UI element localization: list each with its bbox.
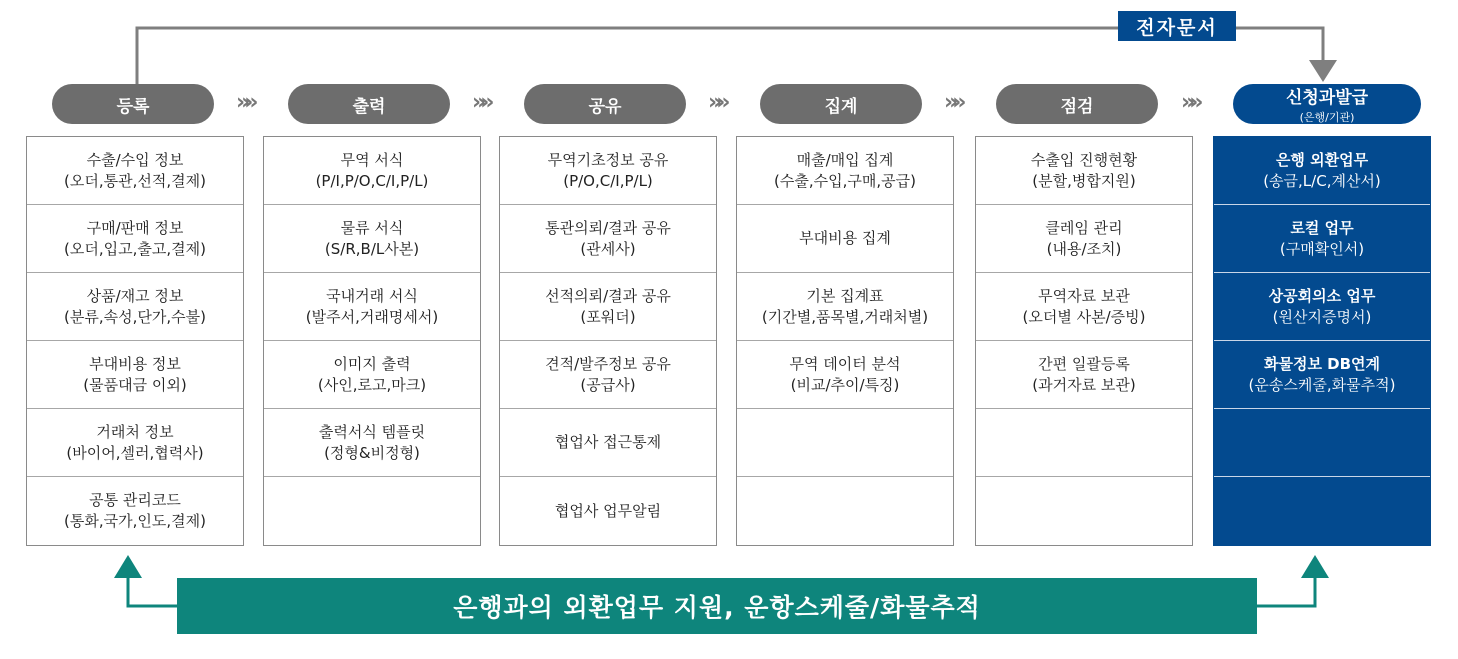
cell-detail: (통화,국가,인도,결제) <box>64 512 206 530</box>
table-cell <box>976 341 1192 409</box>
cell-detail: (분할,병합지원) <box>1032 171 1136 190</box>
table-cell <box>976 205 1192 273</box>
table-cell <box>264 409 480 477</box>
table-cell <box>737 409 953 477</box>
table-cell <box>500 273 716 341</box>
table-cell <box>737 341 953 409</box>
table-cell <box>264 137 480 205</box>
table-cell <box>500 341 716 409</box>
table-cell <box>27 409 243 477</box>
stage-title: 등록 <box>116 96 150 117</box>
stage-subtitle: (은행/기관) <box>1299 111 1355 124</box>
stage-pill-aggregate <box>760 84 922 124</box>
cell-detail: (수출,수입,구매,공급) <box>774 171 916 190</box>
cell-detail: (S/R,B/L사본) <box>324 239 420 258</box>
cell-title: 이미지 출력 <box>333 354 411 373</box>
table-cell <box>500 137 716 205</box>
cell-title: 출력서식 템플릿 <box>318 422 426 441</box>
cell-detail: (공급사) <box>580 375 636 394</box>
table-cell <box>737 273 953 341</box>
table-cell <box>500 477 716 545</box>
table-cell <box>27 477 243 545</box>
stage-title: 집계 <box>824 96 858 117</box>
cell-title: 물류 서식 <box>340 218 404 237</box>
cell-title: 화물정보 DB연계 <box>1263 354 1381 373</box>
table-cell <box>737 205 953 273</box>
cell-detail: (물품대금 이외) <box>83 375 187 394</box>
share-column <box>499 136 717 546</box>
cell-title: 기본 집계표 <box>806 286 884 305</box>
table-cell <box>500 409 716 477</box>
cell-detail: (비교/추이/특징) <box>790 375 900 394</box>
cell-title: 무역 서식 <box>340 150 404 169</box>
cell-title: 로컬 업무 <box>1290 218 1354 237</box>
stage-pill-apply-issue <box>1233 84 1421 124</box>
cell-title: 은행 외환업무 <box>1275 150 1369 169</box>
cell-title: 무역자료 보관 <box>1038 286 1130 305</box>
table-cell <box>976 477 1192 545</box>
table-cell <box>737 477 953 545</box>
table-cell <box>1214 409 1430 477</box>
cell-detail: (발주서,거래명세서) <box>305 307 439 326</box>
stage-pill-share <box>524 84 686 124</box>
cell-title: 국내거래 서식 <box>326 286 418 305</box>
table-cell <box>1214 341 1430 409</box>
stage-pill-check <box>996 84 1158 124</box>
bottom-right-connector <box>1257 576 1315 606</box>
table-cell <box>1214 205 1430 273</box>
chevron-right-icon: »» <box>1181 90 1198 115</box>
cell-detail: (송금,L/C,계산서) <box>1263 171 1381 190</box>
table-cell <box>264 205 480 273</box>
chevron-right-icon: »» <box>472 90 489 115</box>
stage-title: 점검 <box>1060 96 1094 117</box>
register-column <box>26 136 244 546</box>
bottom-right-arrowhead <box>1301 555 1329 578</box>
cell-title: 협업사 접근통제 <box>554 433 662 451</box>
cell-title: 통관의뢰/결과 공유 <box>545 218 671 237</box>
table-cell <box>1214 137 1430 205</box>
table-cell <box>27 205 243 273</box>
stage-title: 공유 <box>588 96 622 117</box>
table-cell <box>27 137 243 205</box>
cell-detail: (운송스케줄,화물추적) <box>1248 375 1396 394</box>
cell-detail: (P/I,P/O,C/I,P/L) <box>315 171 429 190</box>
cell-detail: (정형&비정형) <box>324 443 420 462</box>
table-cell <box>1214 477 1430 545</box>
bottom-banner: 은행과의 외환업무 지원, 운항스케줄/화물추적 <box>177 578 1257 634</box>
check-column <box>975 136 1193 546</box>
stage-pill-output <box>288 84 450 124</box>
cell-detail: (기간별,품목별,거래처별) <box>761 307 929 326</box>
cell-detail: (포워더) <box>580 307 636 326</box>
cell-detail: (내용/조치) <box>1046 239 1122 258</box>
output-column <box>263 136 481 546</box>
table-cell <box>264 477 480 545</box>
table-cell <box>737 137 953 205</box>
chevron-right-icon: »» <box>944 90 961 115</box>
cell-title: 매출/매입 집계 <box>796 150 894 169</box>
cell-detail: (오더별 사본/증빙) <box>1022 307 1146 326</box>
cell-title: 거래처 정보 <box>96 422 174 441</box>
chevron-right-icon: »» <box>708 90 725 115</box>
stage-pill-register <box>52 84 214 124</box>
cell-detail: (P/O,C/I,P/L) <box>563 171 653 190</box>
cell-title: 상공회의소 업무 <box>1268 286 1376 305</box>
cell-detail: (원산지증명서) <box>1272 307 1372 326</box>
chevron-right-icon: »» <box>236 90 253 115</box>
stage-title: 출력 <box>352 96 386 117</box>
stage-title: 신청과발급 <box>1285 88 1369 108</box>
apply-issue-column <box>1213 136 1431 546</box>
cell-title: 선적의뢰/결과 공유 <box>545 286 671 305</box>
table-cell <box>1214 273 1430 341</box>
bottom-left-connector <box>128 576 177 606</box>
e-document-label: 전자문서 <box>1118 11 1236 41</box>
cell-title: 무역기초정보 공유 <box>547 150 669 169</box>
top-arrowhead <box>1309 60 1337 82</box>
table-cell <box>264 273 480 341</box>
table-cell <box>500 205 716 273</box>
cell-detail: (과거자료 보관) <box>1032 375 1136 394</box>
cell-detail: (오더,통관,선적,결제) <box>64 171 206 190</box>
cell-title: 협업사 업무알림 <box>554 501 662 520</box>
cell-title: 공통 관리코드 <box>89 491 181 509</box>
cell-title: 부대비용 정보 <box>89 354 181 373</box>
cell-detail: (관세사) <box>580 239 636 258</box>
table-cell <box>976 409 1192 477</box>
cell-title: 부대비용 집계 <box>799 229 891 247</box>
table-cell <box>976 137 1192 205</box>
cell-title: 견적/발주정보 공유 <box>545 354 671 373</box>
bottom-left-arrowhead <box>114 555 142 578</box>
cell-detail: (분류,속성,단가,수불) <box>64 307 206 326</box>
cell-detail: (바이어,셀러,협력사) <box>66 443 204 462</box>
cell-detail: (오더,입고,출고,결제) <box>64 239 206 258</box>
table-cell <box>976 273 1192 341</box>
cell-title: 상품/재고 정보 <box>86 286 184 305</box>
table-cell <box>27 341 243 409</box>
cell-title: 간편 일괄등록 <box>1038 354 1130 373</box>
table-cell <box>264 341 480 409</box>
cell-title: 구매/판매 정보 <box>86 218 184 237</box>
cell-title: 수출/수입 정보 <box>86 150 184 169</box>
cell-detail: (구매확인서) <box>1279 239 1365 258</box>
cell-detail: (사인,로고,마크) <box>317 375 427 394</box>
cell-title: 수출입 진행현황 <box>1030 150 1138 169</box>
aggregate-column <box>736 136 954 546</box>
cell-title: 클레임 관리 <box>1045 218 1123 237</box>
table-cell <box>27 273 243 341</box>
cell-title: 무역 데이터 분석 <box>789 354 901 373</box>
